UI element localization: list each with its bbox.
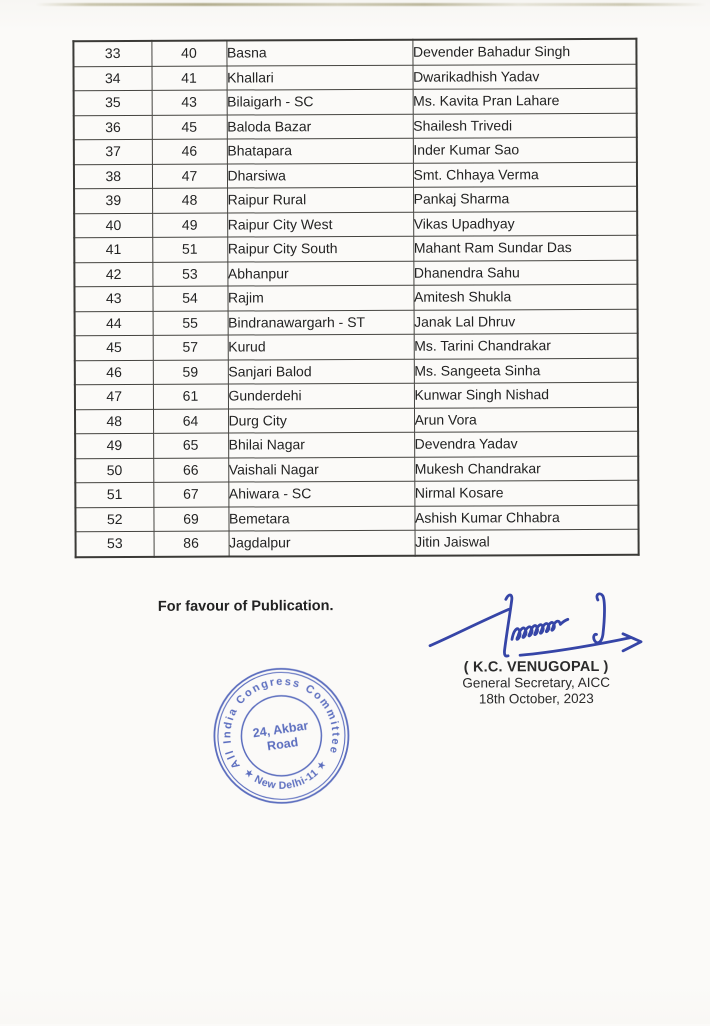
constituency-no-cell: 48 [152, 188, 227, 213]
candidate-cell: Pankaj Sharma [413, 186, 637, 211]
table-row [75, 309, 638, 336]
serial-cell: 52 [75, 507, 153, 532]
constituency-no-cell: 61 [153, 384, 228, 409]
table-row [74, 284, 637, 311]
stamp-ring-text: All India Congress Committee [221, 675, 342, 771]
constituency-no-cell: 86 [154, 531, 229, 556]
serial-cell: 45 [75, 335, 153, 360]
candidate-cell: Devendra Yadav [414, 431, 638, 456]
candidate-cell: Jitin Jaiswal [415, 529, 639, 555]
candidate-cell: Ms. Sangeeta Sinha [414, 358, 638, 383]
serial-cell: 39 [74, 188, 152, 213]
table-row [75, 431, 638, 458]
signature-loops-stroke [512, 619, 568, 639]
constituency-no-cell: 59 [153, 360, 228, 385]
candidate-cell: Mahant Ram Sundar Das [413, 235, 637, 260]
table-row [75, 382, 638, 409]
table-row [75, 333, 638, 360]
candidate-table [72, 38, 639, 558]
constituency-no-cell: 69 [153, 507, 228, 532]
serial-cell: 46 [75, 360, 153, 385]
candidate-cell: Janak Lal Dhruv [414, 309, 638, 334]
candidate-cell: Dwarikadhish Yadav [412, 64, 636, 89]
constituency-no-cell: 46 [152, 139, 227, 164]
table-row [75, 358, 638, 385]
candidate-cell: Nirmal Kosare [414, 480, 638, 505]
constituency-no-cell: 67 [153, 482, 228, 507]
table-row [76, 529, 639, 556]
candidate-table-body [73, 39, 638, 557]
table-row [74, 260, 637, 287]
stamp-group [207, 661, 357, 812]
signatory-name: ( K.C. VENUGOPAL ) [463, 658, 609, 676]
aicc-round-stamp [207, 661, 358, 812]
candidate-cell: Ms. Tarini Chandrakar [414, 333, 638, 358]
serial-cell: 49 [75, 433, 153, 458]
constituency-no-cell: 45 [152, 115, 227, 140]
constituency-cell: Bemetara [228, 506, 414, 531]
signature-tail-stroke [594, 594, 605, 643]
constituency-cell: Kurud [228, 334, 414, 359]
signature-underline-stroke [520, 638, 630, 655]
signature-handwritten [426, 589, 671, 670]
constituency-cell: Dharsiwa [227, 163, 413, 188]
stamp-ring-text-holder [213, 668, 344, 772]
signature-arrow-stroke [623, 634, 641, 651]
serial-cell: 38 [74, 164, 152, 189]
candidate-cell: Arun Vora [414, 407, 638, 432]
candidate-cell: Amitesh Shukla [413, 284, 637, 309]
serial-cell: 43 [74, 286, 152, 311]
constituency-cell: Sanjari Balod [228, 359, 414, 384]
signature-strokes [430, 594, 641, 657]
serial-cell: 40 [74, 213, 152, 238]
signature-date: 18th October, 2023 [478, 690, 594, 707]
table-row [74, 235, 637, 262]
candidate-cell: Shailesh Trivedi [413, 113, 637, 138]
constituency-no-cell: 54 [152, 286, 227, 311]
constituency-cell: Raipur City South [227, 236, 413, 261]
candidate-cell: Ms. Kavita Pran Lahare [413, 88, 637, 113]
stamp-address-line1: 24, Akbar [251, 718, 310, 741]
serial-cell: 41 [74, 237, 152, 262]
candidate-cell: Mukesh Chandrakar [414, 456, 638, 481]
serial-cell: 53 [76, 531, 154, 556]
constituency-no-cell: 43 [152, 90, 227, 115]
constituency-no-cell: 65 [153, 433, 228, 458]
serial-cell: 37 [74, 139, 152, 164]
stamp-bottom-text: ★ New Delhi-11 ★ [241, 758, 330, 792]
table-row [74, 88, 637, 115]
candidate-cell: Devender Bahadur Singh [412, 39, 636, 65]
constituency-cell: Abhanpur [227, 261, 413, 286]
table-row [73, 39, 636, 66]
constituency-cell: Vaishali Nagar [228, 457, 414, 482]
constituency-cell: Baloda Bazar [227, 114, 413, 139]
constituency-no-cell: 49 [152, 213, 227, 238]
constituency-no-cell: 51 [152, 237, 227, 262]
serial-cell: 36 [74, 115, 152, 140]
constituency-cell: Raipur Rural [227, 187, 413, 212]
constituency-cell: Raipur City West [227, 212, 413, 237]
constituency-no-cell: 53 [152, 262, 227, 287]
serial-cell: 47 [75, 384, 153, 409]
serial-cell: 35 [74, 90, 152, 115]
constituency-cell: Jagdalpur [229, 530, 415, 556]
serial-cell: 44 [75, 311, 153, 336]
signature-diagonal-stroke [430, 609, 509, 645]
constituency-no-cell: 40 [151, 41, 226, 66]
constituency-no-cell: 41 [151, 66, 226, 91]
candidate-cell: Ashish Kumar Chhabra [414, 505, 638, 530]
table-row [75, 456, 638, 483]
publication-note: For favour of Publication. [157, 598, 334, 615]
table-row [74, 211, 637, 238]
serial-cell: 42 [74, 262, 152, 287]
constituency-no-cell: 64 [153, 409, 228, 434]
signatory-title: General Secretary, AICC [462, 674, 611, 691]
constituency-cell: Durg City [228, 408, 414, 433]
constituency-no-cell: 55 [153, 311, 228, 336]
constituency-cell: Rajim [227, 285, 413, 310]
constituency-cell: Ahiwara - SC [228, 481, 414, 506]
table-row [75, 505, 638, 532]
signatory-block [431, 659, 641, 708]
serial-cell: 48 [75, 409, 153, 434]
serial-cell: 33 [73, 41, 151, 66]
table-row [73, 64, 636, 91]
table-row [74, 113, 637, 140]
serial-cell: 34 [73, 66, 151, 91]
constituency-cell: Bhatapara [227, 138, 413, 163]
constituency-cell: Bindranawargarh - ST [228, 310, 414, 335]
candidate-cell: Smt. Chhaya Verma [413, 162, 637, 187]
constituency-cell: Bilaigarh - SC [227, 89, 413, 114]
candidate-cell: Kunwar Singh Nishad [414, 382, 638, 407]
table-row [74, 137, 637, 164]
constituency-cell: Basna [226, 40, 412, 66]
candidate-cell: Inder Kumar Sao [413, 137, 637, 162]
constituency-no-cell: 66 [153, 458, 228, 483]
constituency-cell: Bhilai Nagar [228, 432, 414, 457]
stamp-address-line2: Road [266, 735, 300, 754]
table-row [75, 480, 638, 507]
table-row [74, 162, 637, 189]
constituency-no-cell: 57 [153, 335, 228, 360]
signature-stem-stroke [504, 595, 512, 656]
constituency-cell: Gunderdehi [228, 383, 414, 408]
constituency-cell: Khallari [226, 65, 412, 90]
candidate-cell: Vikas Upadhyay [413, 211, 637, 236]
table-row [75, 407, 638, 434]
serial-cell: 50 [75, 458, 153, 483]
candidate-cell: Dhanendra Sahu [413, 260, 637, 285]
serial-cell: 51 [75, 482, 153, 507]
constituency-no-cell: 47 [152, 164, 227, 189]
table-row [74, 186, 637, 213]
